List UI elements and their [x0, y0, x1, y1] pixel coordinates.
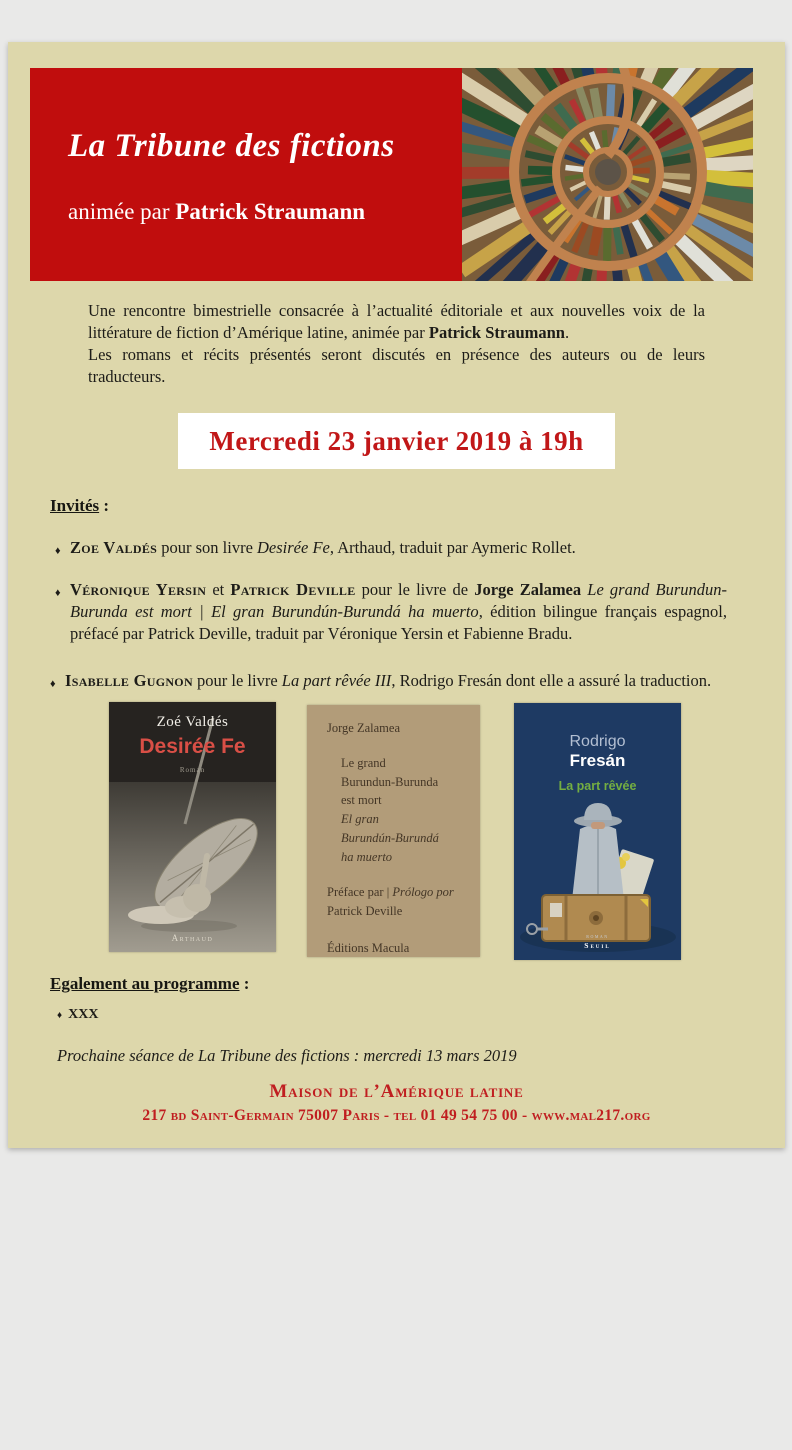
- book-title-text: La part rêvée III: [281, 671, 392, 690]
- text-segment: , Rodrigo Fresán dont elle a assuré la traduction.: [391, 671, 712, 690]
- cover1-title: Desirée Fe: [139, 735, 246, 758]
- header-banner: [30, 68, 753, 281]
- text-segment: pour son livre: [157, 538, 258, 557]
- text-segment: pour le livre: [192, 671, 282, 690]
- cover2-preface-name: Patrick Deville: [327, 904, 403, 918]
- cover2-title-es-line: ha muerto: [341, 849, 393, 864]
- intro-segment: .: [564, 323, 570, 342]
- subtitle-prefix: animée par: [68, 199, 176, 224]
- guests-heading: [50, 496, 785, 516]
- event-date: Mercredi 23 janvier 2019 à 19h: [209, 425, 584, 456]
- flyer-page: [8, 42, 785, 1148]
- text-segment: pour le livre de: [355, 580, 475, 599]
- cover2-text-block: [307, 705, 480, 958]
- cover3-genre: roman: [586, 934, 609, 940]
- book-cover-burundun: [307, 705, 480, 957]
- guest-item: [55, 537, 727, 559]
- cover2-title-fr-line: Burundun-Burunda: [341, 774, 439, 789]
- guest-name: Véronique Yersin: [70, 580, 207, 599]
- cover1-author: Zoé Valdés: [156, 714, 229, 730]
- guests-heading-label: Invités: [50, 496, 100, 515]
- cover2-title-fr-line: Le grand: [341, 755, 386, 770]
- diamond-bullet-icon: ♦: [50, 678, 56, 690]
- next-session-line: Prochaine séance de La Tribune des fictions : mercredi 13 mars 2019: [57, 1046, 517, 1065]
- author-name: Jorge Zalamea: [474, 580, 582, 599]
- also-heading: [50, 974, 785, 994]
- book-title-text: Desirée Fe: [257, 538, 330, 557]
- header-banner-red-panel: [30, 68, 462, 281]
- guest-name: Zoe Valdés: [70, 538, 158, 557]
- cover1-genre: Roman: [179, 766, 206, 774]
- text-segment: et: [206, 580, 231, 599]
- book-cover-la-part-revee: [514, 703, 681, 960]
- diamond-bullet-icon: ♦: [55, 545, 61, 557]
- cover2-preface-es: Prólogo por: [392, 885, 454, 900]
- cover2-title-fr-line: est mort: [341, 793, 382, 808]
- cover2-publisher: Éditions Macula: [327, 940, 410, 955]
- venue-address: 217 bd Saint-Germain 75007 Paris - tel 01 49 54 75 00 - www.mal217.org: [142, 1107, 651, 1124]
- cover2-preface-fr: Préface par: [327, 885, 387, 900]
- also-heading-colon: :: [239, 974, 250, 993]
- text-segment: , Arthaud, traduit par Aymeric Rollet.: [329, 538, 576, 557]
- intro-segment: Une rencontre bimestrielle consacrée à l’actualité éditoriale et aux nouvelles voix de la littérature de fiction d’Amérique latine, animée par: [88, 301, 705, 342]
- cover3-title: La part rêvée: [558, 779, 637, 793]
- cover2-preface-line: [327, 883, 472, 902]
- cover3-author-first: Rodrigo: [569, 733, 626, 750]
- diamond-bullet-icon: ♦: [57, 1010, 63, 1021]
- diamond-bullet-icon: ♦: [55, 587, 61, 599]
- cover2-title-es-line: Burundún-Burundá: [341, 830, 439, 845]
- spiral-bookshelf-image: [462, 68, 753, 281]
- book-title-text: Le grand Burundun-Burunda est mort | El gran Burundún-Burundá ha muerto: [70, 580, 727, 621]
- cover3-author-last: Fresán: [569, 751, 626, 770]
- intro-segment: Les romans et récits présentés seront discutés en présence des auteurs ou de leurs traducteurs.: [88, 345, 705, 386]
- intro-host-name: Patrick Straumann: [428, 323, 565, 342]
- footer: [8, 1081, 785, 1125]
- venue-name: Maison de l’Amérique latine: [269, 1081, 524, 1102]
- guest-item: [55, 579, 727, 645]
- page-title: La Tribune des fictions: [68, 128, 395, 164]
- subtitle-host-name: Patrick Straumann: [175, 199, 366, 224]
- cover2-title-block: [341, 754, 472, 867]
- also-item-text: XXX: [68, 1007, 99, 1022]
- book-cover-desiree-fe: [109, 702, 276, 952]
- guests-heading-colon: :: [99, 496, 110, 515]
- date-banner: [178, 413, 615, 469]
- guest-name: Isabelle Gugnon: [65, 671, 193, 690]
- cover2-title-es-line: El gran: [341, 812, 379, 826]
- text-segment: , édition bilingue français espagnol, préfacé par Patrick Deville, traduit par Véronique Yersin et Fabienne Bradu.: [70, 602, 727, 643]
- book-covers-row: [109, 702, 785, 960]
- page-subtitle: [68, 199, 462, 225]
- also-item: [57, 1007, 785, 1023]
- cover1-publisher: Arthaud: [171, 933, 214, 943]
- cover3-publisher: Seuil: [584, 941, 611, 950]
- also-heading-label: Egalement au programme: [50, 974, 240, 993]
- guest-name: Patrick Deville: [230, 580, 356, 599]
- guest-item: [50, 670, 727, 692]
- cover2-author: Jorge Zalamea: [327, 721, 400, 735]
- cover2-preface-sep: |: [386, 885, 393, 900]
- intro-text: [88, 300, 705, 388]
